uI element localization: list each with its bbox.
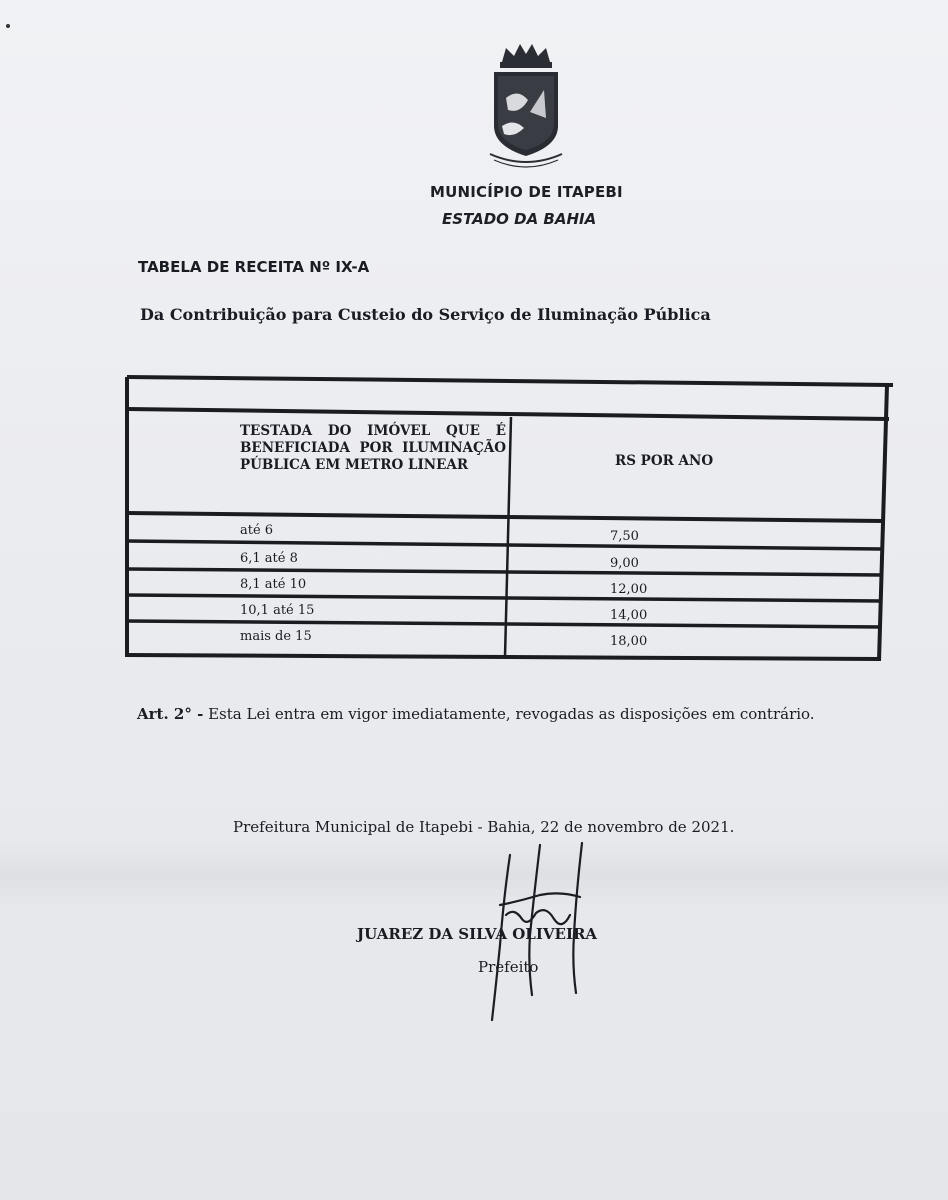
table-borders xyxy=(125,375,895,665)
artigo-label: Art. 2° - xyxy=(137,705,204,723)
artigo-2 xyxy=(137,705,815,723)
municipio-heading: MUNICÍPIO DE ITAPEBI xyxy=(430,183,623,201)
receita-table xyxy=(125,375,895,665)
header-testada: TESTADA DO IMÓVEL QUE É BENEFICIADA POR ILUMINAÇÃO PÚBLICA EM METRO LINEAR xyxy=(240,423,506,473)
table-row-value: 12,00 xyxy=(610,582,648,597)
dust-speck xyxy=(6,24,10,28)
table-row-value: 7,50 xyxy=(610,529,639,544)
signer-name: JUAREZ DA SILVA OLIVEIRA xyxy=(357,925,598,943)
signer-role: Prefeito xyxy=(478,958,539,976)
municipal-coat-of-arms-icon xyxy=(484,42,568,170)
table-row-value: 18,00 xyxy=(610,634,648,649)
table-row-value: 9,00 xyxy=(610,556,639,571)
estado-heading: ESTADO DA BAHIA xyxy=(442,210,597,228)
table-row-range: 6,1 até 8 xyxy=(240,551,298,566)
header-valor: RS POR ANO xyxy=(615,453,714,469)
place-date-line: Prefeitura Municipal de Itapebi - Bahia, 22 de novembro de 2021. xyxy=(233,818,735,836)
table-row-range: 10,1 até 15 xyxy=(240,603,315,618)
artigo-text: Esta Lei entra em vigor imediatamente, revogadas as disposições em contrário. xyxy=(208,705,815,723)
tabela-title: TABELA DE RECEITA Nº IX-A xyxy=(138,258,370,276)
document-subtitle: Da Contribuição para Custeio do Serviço de Iluminação Pública xyxy=(140,305,711,324)
table-row-range: mais de 15 xyxy=(240,629,312,644)
table-row-value: 14,00 xyxy=(610,608,648,623)
table-row-range: até 6 xyxy=(240,523,274,538)
table-row-range: 8,1 até 10 xyxy=(240,577,307,592)
